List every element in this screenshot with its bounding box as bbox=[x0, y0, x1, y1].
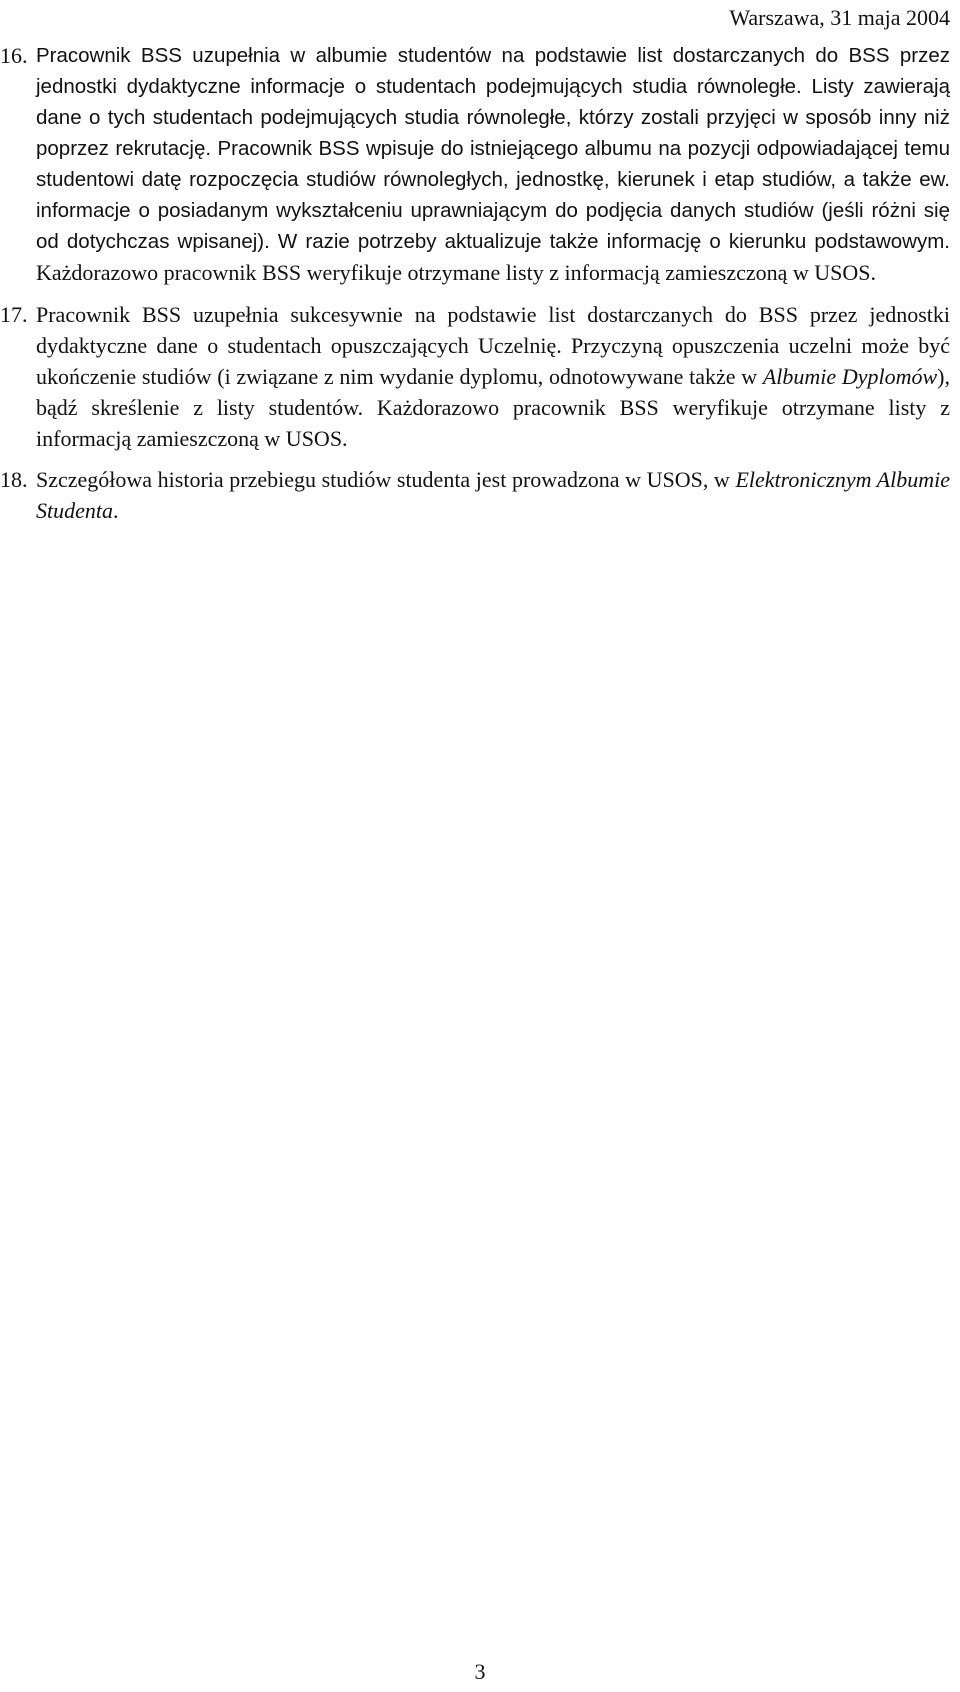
item-text bbox=[36, 40, 950, 289]
item-text bbox=[36, 299, 950, 454]
item-number: 18. bbox=[0, 467, 28, 492]
list-item-17 bbox=[0, 299, 950, 454]
item-text-part: Szczegółowa historia przebiegu studiów studenta jest prowadzona w USOS, w bbox=[36, 467, 736, 492]
item-text-part: Pracownik BSS uzupełnia sukcesywnie na podstawie list dostarczanych do BSS przez jednostki dydaktyczne dane o studentach opuszczających Uczelnię. Przyczyną opuszczenia uczelni może być ukończenie studiów (i związane z nim wydanie dyplomu, odnotowywane także w bbox=[36, 302, 950, 389]
document-date: Warszawa, 31 maja 2004 bbox=[729, 5, 950, 30]
document-body bbox=[0, 40, 950, 536]
item-text-italic: Elektronicznym Albumie Studenta bbox=[36, 467, 950, 523]
item-number: 17. bbox=[0, 302, 28, 327]
item-number: 16. bbox=[0, 43, 28, 68]
item-text-part: Każdorazowo pracownik BSS weryfikuje otrzymane listy z informacją zamieszczoną w USOS. bbox=[36, 260, 877, 285]
item-text-part: Pracownik BSS uzupełnia w albumie studentów na podstawie list dostarczanych do BSS przez jednostki dydaktyczne informacje o studentach podejmujących studia równoległe. Listy zawierają dane o tych studentach podejmujących studia równoległe, którzy zostali przyjęci w sposób inny niż poprzez rekrutację. Pracownik BSS wpisuje do istniejącego albumu na pozycji odpowiadającej temu studentowi datę rozpoczęcia studiów równoległych, jednostkę, kierunek i etap studiów, a także ew. informacje o posiadanym wykształceniu uprawniającym do podjęcia danych studiów (jeśli różni się od dotychczas wpisanej). W razie potrzeby aktualizuje także informację o kierunku podstawowym. bbox=[36, 44, 950, 253]
item-text-part: . bbox=[113, 498, 119, 523]
list-item-18 bbox=[0, 464, 950, 526]
page-number: 3 bbox=[474, 1659, 486, 1684]
item-text-part: ), bądź skreślenie z listy studentów. Każdorazowo pracownik BSS weryfikuje otrzymane listy z informacją zamieszczoną w USOS. bbox=[36, 364, 950, 451]
list-item-16 bbox=[0, 40, 950, 289]
item-text-italic: Albumie Dyplomów bbox=[762, 364, 938, 389]
item-text bbox=[36, 464, 950, 526]
